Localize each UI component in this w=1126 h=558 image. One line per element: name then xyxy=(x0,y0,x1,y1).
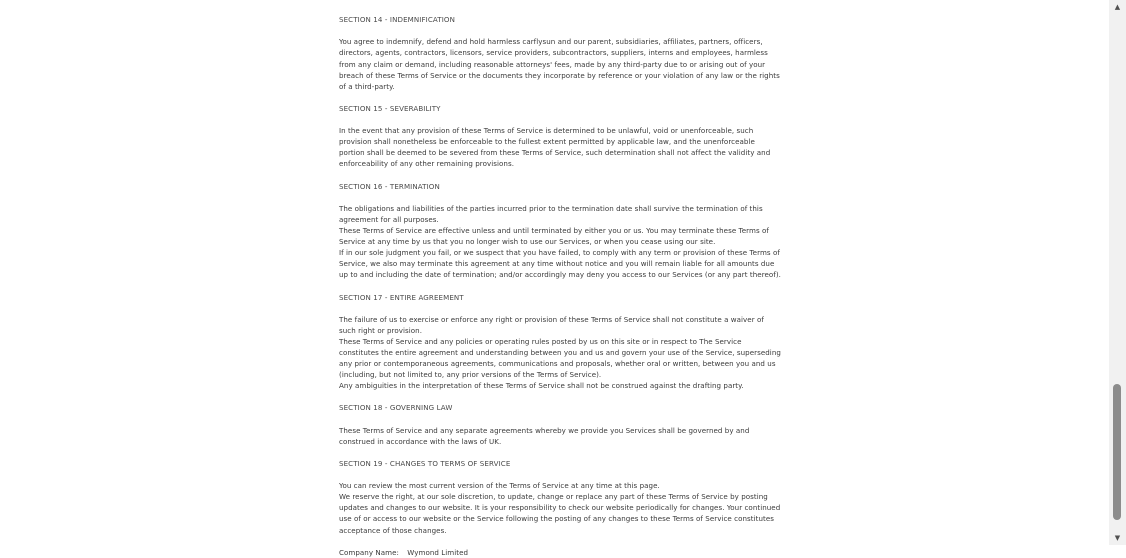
section-18-paragraph: These Terms of Service and any separate agreements whereby we provide you Services shall be governed by and construed in accordance with the laws of UK. xyxy=(339,425,750,446)
scroll-up-arrow-icon[interactable]: ▲ xyxy=(1114,3,1121,11)
section-14-heading: SECTION 14 - INDEMNIFICATION xyxy=(339,15,456,25)
section-16-paragraph-3: If in our sole judgment you fail, or we suspect that you have failed, to comply with any term or provision of these Terms of Service, we also may terminate this agreement at any time without notice and you will remain liable for all amounts due up to and including the date of termination; and/or accordingly may deny you access to our Services (or any part thereof). xyxy=(339,248,781,280)
section-16-heading: SECTION 16 - TERMINATION xyxy=(339,181,440,191)
section-17-paragraph-1: The failure of us to exercise or enforce any right or provision of these Terms of Service shall not constitute a waiver of such right or provision. xyxy=(339,314,764,335)
section-15-paragraph: In the event that any provision of these Terms of Service is determined to be unlawful, void or unenforceable, such provision shall nonetheless be enforceable to the fullest extent permitted by applicable law, and the unenforceable portion shall be deemed to be severed from these Terms of Service, such determination shall not affect the validity and enforceability of any other remaining provisions. xyxy=(339,126,771,169)
company-name-line xyxy=(339,547,781,558)
company-name-value: Wymond Limited xyxy=(407,547,469,557)
section-16-paragraph-1: The obligations and liabilities of the parties incurred prior to the termination date shall survive the termination of this agreement for all purposes. xyxy=(339,203,763,224)
scrollbar-thumb[interactable] xyxy=(1113,384,1121,520)
section-17-heading: SECTION 17 - ENTIRE AGREEMENT xyxy=(339,292,464,302)
partial-top-line xyxy=(339,0,781,3)
section-19-paragraph-1: You can review the most current version of the Terms of Service at any time at this page. xyxy=(339,481,660,491)
section-17-paragraph-2: These Terms of Service and any policies or operating rules posted by us on this site or in respect to The Service constitutes the entire agreement and understanding between you and us and govern your use of the Service, superseding any prior or contemporaneous agreements, communications and proposals, whether oral or written, between you and us (including, but not limited to, any prior versions of the Terms of Service). xyxy=(339,336,781,380)
vertical-scrollbar[interactable] xyxy=(1109,0,1126,545)
scroll-down-arrow-icon[interactable]: ▼ xyxy=(1114,534,1121,542)
section-19-heading: SECTION 19 - CHANGES TO TERMS OF SERVICE xyxy=(339,458,511,468)
section-16-paragraph-2: These Terms of Service are effective unless and until terminated by either you or us. You may terminate these Terms of Service at any time by us that you no longer wish to use our Services, or when you cease using our site. xyxy=(339,225,769,247)
section-19-paragraph-2: We reserve the right, at our sole discretion, to update, change or replace any part of these Terms of Service by posting updates and changes to our website. It is your responsibility to check our website periodically for changes. Your continued use of or access to our website or the Service following the posting of any changes to these Terms of Service constitutes acceptance of those changes. xyxy=(339,492,781,535)
section-14-paragraph: You agree to indemnify, defend and hold harmless carflysun and our parent, subsidiaries, affiliates, partners, officers, directors, agents, contractors, licensors, service providers, subcontractors, suppliers, interns and employees, harmless from any claim or demand, including reasonable attorneys' fees, made by any third-party due to or arising out of your breach of these Terms of Service or the documents they incorporate by reference or your violation of any law or the rights of a third-party. xyxy=(339,37,780,91)
company-name-label: Company Name: xyxy=(339,547,399,557)
terms-document xyxy=(339,0,781,558)
section-15-heading: SECTION 15 - SEVERABILITY xyxy=(339,103,441,113)
section-18-heading: SECTION 18 - GOVERNING LAW xyxy=(339,403,453,413)
section-17-paragraph-3: Any ambiguities in the interpretation of these Terms of Service shall not be construed against the drafting party. xyxy=(339,381,744,391)
